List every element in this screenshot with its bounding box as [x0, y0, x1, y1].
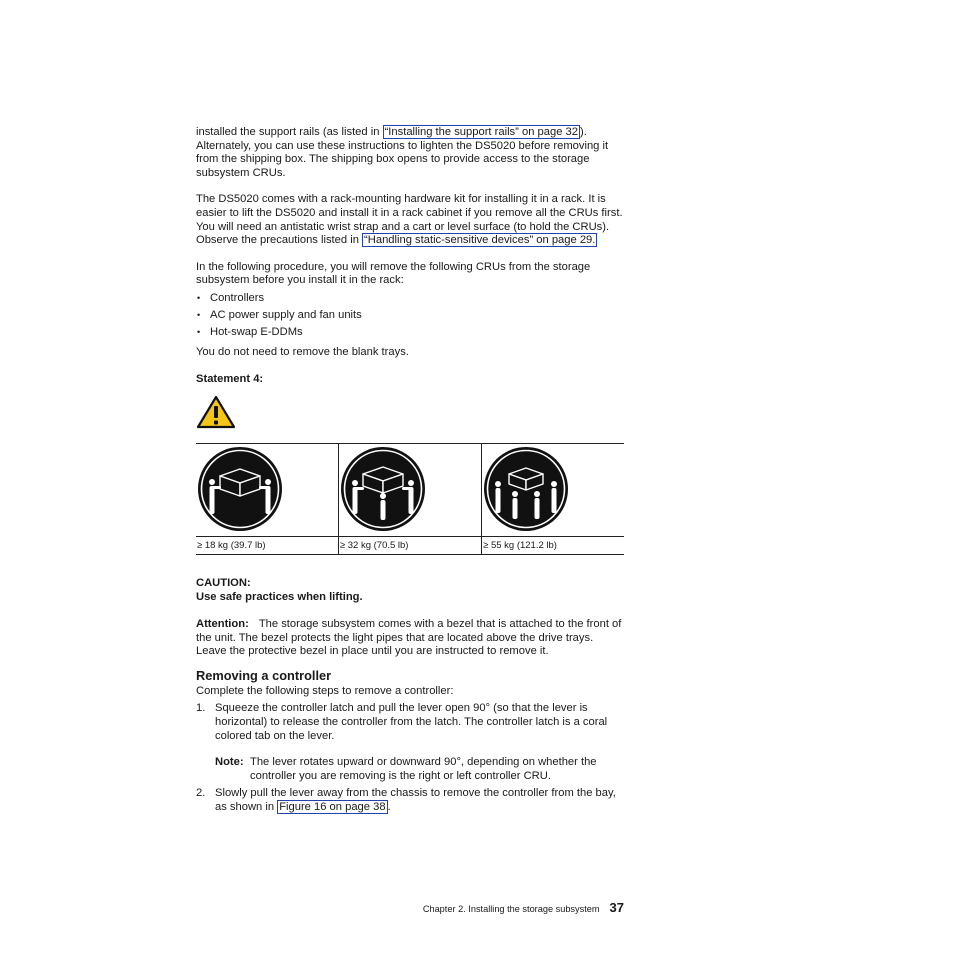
weight-label: ≥ 55 kg (121.2 lb)	[482, 536, 624, 554]
two-person-lift-icon	[197, 446, 283, 532]
attention-paragraph	[196, 618, 624, 659]
step-text: .	[387, 801, 391, 814]
section-intro: Complete the following steps to remove a controller:	[196, 684, 454, 697]
link-installing-support-rails[interactable]: “Installing the support rails” on page 32	[384, 126, 578, 138]
lift-cell	[196, 443, 338, 536]
step-number: 1.	[196, 702, 206, 715]
link-figure-16[interactable]: Figure 16 on page 38	[279, 801, 386, 814]
link-handling-static-sensitive-devices[interactable]: “Handling static-sensitive devices” on page 29.	[364, 234, 596, 247]
note-label: Note:	[215, 756, 244, 769]
page-body	[196, 126, 624, 819]
page-footer	[423, 900, 624, 915]
steps-list	[196, 702, 624, 814]
note-block	[215, 756, 624, 783]
page-number: 37	[609, 900, 624, 915]
text: ). Alternately, you can use these instructions to lighten the DS5020 before removing it from the shipping box. The shipping box opens to provide access to the storage subsystem CRUs.	[196, 126, 609, 179]
note-text: The lever rotates upward or downward 90°, depending on whether the controller you are removing is the right or left controller CRU.	[250, 756, 597, 782]
lift-cell	[338, 443, 481, 536]
intro-paragraph-3: In the following procedure, you will remove the following CRUs from the storage subsystem before you install it in the rack:	[196, 260, 591, 287]
blank-trays-paragraph: You do not need to remove the blank trays.	[196, 345, 409, 358]
intro-paragraph-1	[196, 126, 624, 180]
attention-label: Attention:	[196, 618, 249, 631]
weight-label: ≥ 32 kg (70.5 lb)	[338, 536, 481, 554]
list-item: • Hot-swap E-DDMs	[196, 326, 624, 340]
caution-text: Use safe practices when lifting.	[196, 590, 363, 603]
step-text: Slowly pull the lever away from the chassis to remove the controller from the bay, as shown in	[215, 787, 616, 814]
text: installed the support rails (as listed in	[196, 126, 383, 138]
step-text: Squeeze the controller latch and pull the lever open 90° (so that the lever is horizontal) to release the controller from the latch. The controller latch is a coral colored tab on the lever.	[215, 702, 608, 742]
footer-chapter: Chapter 2. Installing the storage subsystem	[422, 904, 600, 914]
caution-label: CAUTION:	[196, 576, 251, 589]
lifting-weight-table	[196, 443, 624, 555]
intro-paragraph-2	[196, 193, 624, 247]
statement-title: Statement 4:	[196, 373, 264, 386]
step-item	[196, 702, 624, 783]
section-heading: Removing a controller	[196, 667, 332, 683]
step-item	[196, 787, 624, 814]
lift-cell	[482, 443, 624, 536]
three-person-lift-icon	[340, 446, 426, 532]
cru-list	[196, 292, 624, 340]
text: The DS5020 comes with a rack-mounting hardware kit for installing it in a rack. It is easier to lift the DS5020 and install it in a rack cabinet if you remove all the CRUs first. You will need an antistatic wrist strap and a cart or level surface (to hold the CRUs). Observe the precautions listed in	[196, 193, 623, 247]
step-number: 2.	[196, 787, 206, 800]
weight-label: ≥ 18 kg (39.7 lb)	[196, 536, 338, 554]
warning-triangle-icon	[196, 395, 236, 429]
list-item: • AC power supply and fan units	[196, 309, 624, 323]
attention-text: The storage subsystem comes with a bezel that is attached to the front of the unit. The bezel protects the light pipes that are located above the drive trays. Leave the protective bezel in place until you are instructed to remove it.	[196, 618, 622, 658]
four-person-lift-icon	[483, 446, 569, 532]
list-item: • Controllers	[196, 292, 624, 306]
